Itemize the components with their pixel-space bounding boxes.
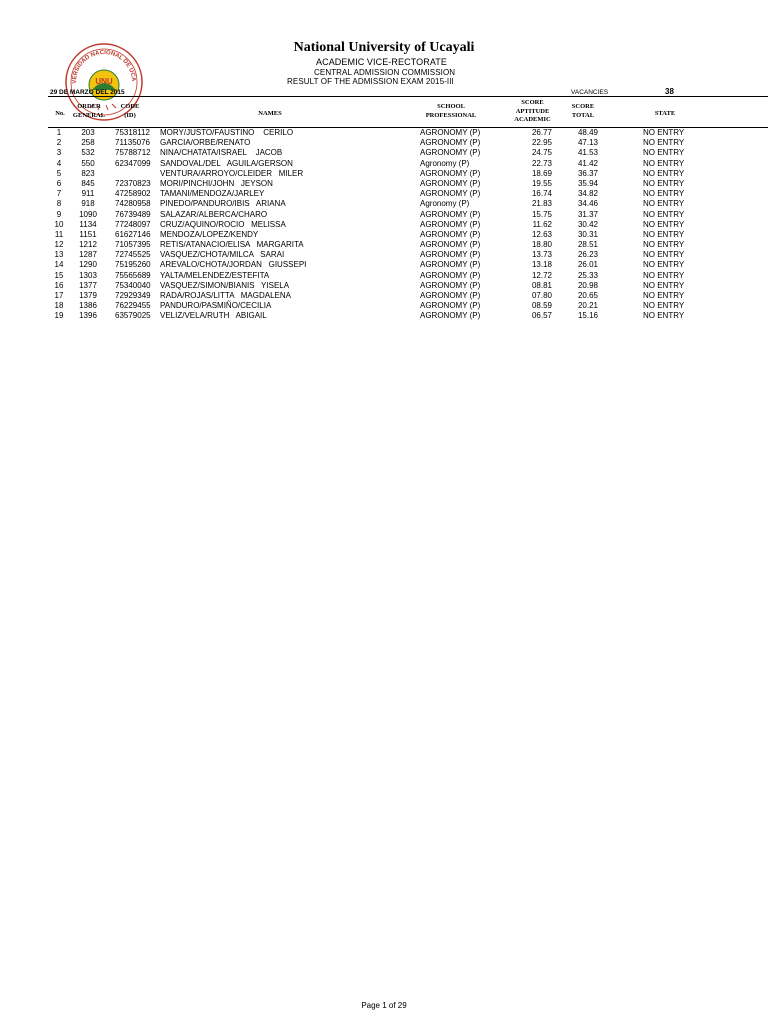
- column-header-aptitude-line1: SCORE: [521, 99, 544, 106]
- column-header-school-line2: PROFESSIONAL: [425, 111, 477, 119]
- score-total: 30.42: [577, 219, 598, 229]
- candidate-code: 71057395: [115, 240, 151, 250]
- entry-state: NO ENTRY: [643, 311, 685, 321]
- column-header-total: [560, 103, 606, 120]
- order-general: 1290: [79, 260, 97, 270]
- entry-state: NO ENTRY: [643, 138, 685, 148]
- column-header-code-line1: CODE: [120, 103, 140, 110]
- candidate-code: 72745525: [115, 250, 151, 260]
- school-professional: AGRONOMY (P): [420, 219, 481, 229]
- order-general: 532: [81, 148, 95, 158]
- school-professional: AGRONOMY (P): [420, 168, 481, 178]
- school-professional: Agronomy (P): [420, 199, 470, 209]
- order-general: 1377: [79, 280, 97, 290]
- score-total: 30.31: [577, 229, 598, 239]
- score-aptitude: 22.73: [531, 158, 552, 168]
- candidate-name: VASQUEZ/SIMON/BIANIS YISELA: [160, 280, 290, 290]
- score-aptitude: 15.75: [531, 209, 552, 219]
- admission-commission-label: CENTRAL ADMISSION COMMISSION: [314, 68, 456, 77]
- order-general: 1303: [79, 270, 97, 280]
- table-row: [0, 169, 768, 179]
- score-aptitude: 08.81: [531, 280, 552, 290]
- table-row: [0, 210, 768, 220]
- score-total: 36.37: [577, 168, 598, 178]
- school-professional: AGRONOMY (P): [420, 311, 481, 321]
- school-professional: AGRONOMY (P): [420, 270, 481, 280]
- score-total: 20.65: [577, 291, 598, 300]
- entry-state: NO ENTRY: [643, 199, 685, 209]
- row-number: 1: [56, 128, 62, 137]
- candidate-code: 75565689: [115, 270, 151, 280]
- table-row: [0, 148, 768, 158]
- candidate-code: 63579025: [115, 311, 151, 321]
- score-total: 15.16: [577, 311, 598, 321]
- candidate-code: 76739489: [115, 209, 151, 219]
- candidate-code: 62347099: [115, 158, 151, 168]
- column-header-names: NAMES: [258, 110, 282, 117]
- entry-state: NO ENTRY: [643, 178, 685, 188]
- vacancies-value: 38: [665, 87, 674, 96]
- table-row: [0, 240, 768, 250]
- row-number: 9: [56, 209, 62, 219]
- entry-state: NO ENTRY: [643, 168, 685, 178]
- score-total: 31.37: [577, 209, 598, 219]
- score-total: 35.94: [577, 178, 598, 188]
- row-number: 13: [54, 250, 64, 260]
- score-aptitude: 12.63: [531, 229, 552, 239]
- order-general: 911: [81, 189, 95, 199]
- score-aptitude: 06.57: [531, 311, 552, 321]
- table-row: [0, 189, 768, 199]
- score-total: 28.51: [577, 240, 598, 250]
- score-aptitude: 18.69: [531, 168, 552, 178]
- column-header-aptitude-line3: ACADEMIC: [514, 116, 551, 123]
- row-number: 10: [54, 219, 64, 229]
- candidate-name: SANDOVAL/DEL AGUILA/GERSON: [160, 158, 293, 168]
- table-row: [0, 250, 768, 260]
- table-row: [0, 271, 768, 281]
- table-row: [0, 301, 768, 311]
- order-general: 550: [81, 158, 95, 168]
- candidate-name: CRUZ/AQUINO/ROCIO MELISSA: [160, 219, 286, 229]
- row-number: 5: [56, 168, 62, 178]
- row-number: 2: [56, 138, 62, 148]
- column-header-total-line2: TOTAL: [571, 111, 595, 119]
- candidate-name: VASQUEZ/CHOTA/MILCA SARAI: [160, 250, 285, 260]
- entry-state: NO ENTRY: [643, 229, 685, 239]
- row-number: 11: [54, 229, 64, 239]
- score-aptitude: 21.83: [531, 199, 552, 209]
- entry-state: NO ENTRY: [643, 270, 685, 280]
- entry-state: NO ENTRY: [643, 128, 685, 137]
- school-professional: AGRONOMY (P): [420, 280, 481, 290]
- order-general: 1386: [79, 301, 97, 311]
- candidate-name: VENTURA/ARROYO/CLEIDER MILER: [160, 168, 304, 178]
- score-aptitude: 13.73: [531, 250, 552, 260]
- order-general: 1287: [79, 250, 97, 260]
- column-header-order: [64, 103, 114, 120]
- entry-state: NO ENTRY: [643, 240, 685, 250]
- order-general: 1396: [79, 311, 97, 321]
- table-row: [0, 220, 768, 230]
- order-general: 918: [81, 199, 95, 209]
- candidate-name: MORY/JUSTO/FAUSTINO CERILO: [160, 128, 294, 137]
- entry-state: NO ENTRY: [643, 189, 685, 199]
- score-aptitude: 22.95: [531, 138, 552, 148]
- table-row: [0, 260, 768, 270]
- score-aptitude: 13.18: [531, 260, 552, 270]
- school-professional: AGRONOMY (P): [420, 301, 481, 311]
- column-header-order-line1: ORDER: [77, 103, 101, 110]
- order-general: 258: [81, 138, 95, 148]
- score-total: 41.53: [577, 148, 598, 158]
- score-aptitude: 11.62: [532, 219, 552, 229]
- candidate-code: 75788712: [115, 148, 151, 158]
- column-header-state: STATE: [654, 110, 676, 117]
- candidate-code: 76229455: [115, 301, 151, 311]
- score-total: 20.21: [577, 301, 598, 311]
- score-aptitude: 07.80: [531, 291, 552, 300]
- column-header-school: [416, 103, 486, 120]
- table-row: [0, 199, 768, 209]
- row-number: 4: [56, 158, 62, 168]
- school-professional: AGRONOMY (P): [420, 209, 481, 219]
- score-aptitude: 12.72: [531, 270, 552, 280]
- candidate-code: 75318112: [115, 128, 150, 137]
- row-number: 6: [56, 178, 62, 188]
- candidate-name: AREVALO/CHOTA/JORDAN GIUSSEPI: [160, 260, 307, 270]
- candidate-name: VELIZ/VELA/RUTH ABIGAIL: [160, 311, 267, 321]
- score-total: 47.13: [577, 138, 598, 148]
- column-header-school-line1: SCHOOL: [437, 103, 465, 110]
- score-total: 34.46: [577, 199, 598, 209]
- entry-state: NO ENTRY: [643, 280, 685, 290]
- score-total: 20.98: [577, 280, 598, 290]
- candidate-code: 72370823: [115, 178, 151, 188]
- order-general: 1212: [79, 240, 97, 250]
- column-header-code-line2: (ID): [124, 111, 136, 119]
- order-general: 1090: [79, 209, 97, 219]
- entry-state: NO ENTRY: [643, 291, 685, 300]
- table-row: [0, 281, 768, 291]
- school-professional: AGRONOMY (P): [420, 260, 481, 270]
- candidate-name: RADA/ROJAS/LITTA MAGDALENA: [160, 291, 291, 300]
- score-aptitude: 19.55: [531, 178, 552, 188]
- candidate-name: PANDURO/PASMIÑO/CECILIA: [160, 301, 272, 311]
- school-professional: Agronomy (P): [420, 158, 470, 168]
- score-aptitude: 24.75: [531, 148, 552, 158]
- candidate-code: 75340040: [115, 280, 151, 290]
- school-professional: AGRONOMY (P): [420, 291, 481, 300]
- table-row: [0, 311, 768, 321]
- row-number: 15: [54, 270, 64, 280]
- order-general: 845: [81, 178, 95, 188]
- table-row: [0, 138, 768, 148]
- exam-result-label: RESULT OF THE ADMISSION EXAM 2015-III: [287, 77, 454, 86]
- entry-state: NO ENTRY: [643, 260, 685, 270]
- school-professional: AGRONOMY (P): [420, 148, 481, 158]
- score-aptitude: 26.77: [531, 128, 552, 137]
- row-number: 18: [54, 301, 64, 311]
- column-header-aptitude-line2: APTITUDE: [515, 107, 550, 115]
- school-professional: AGRONOMY (P): [420, 128, 481, 137]
- entry-state: NO ENTRY: [643, 209, 685, 219]
- university-title: National University of Ucayali: [293, 40, 475, 55]
- school-professional: AGRONOMY (P): [420, 189, 481, 199]
- svg-text:UNU: UNU: [95, 77, 113, 86]
- row-number: 3: [56, 148, 62, 158]
- row-number: 8: [56, 199, 62, 209]
- score-total: 25.33: [577, 270, 598, 280]
- table-row: [0, 159, 768, 169]
- entry-state: NO ENTRY: [643, 219, 685, 229]
- table-row: [0, 291, 768, 301]
- score-total: 34.82: [577, 189, 598, 199]
- table-row: [0, 179, 768, 189]
- score-aptitude: 08.59: [531, 301, 552, 311]
- candidate-code: 71135076: [115, 138, 150, 148]
- score-aptitude: 16.74: [531, 189, 552, 199]
- candidate-name: SALAZAR/ALBERCA/CHARO: [160, 209, 268, 219]
- candidate-code: 75195260: [115, 260, 151, 270]
- school-professional: AGRONOMY (P): [420, 138, 481, 148]
- candidate-code: 61627146: [115, 229, 151, 239]
- svg-text:UNIVERSIDAD NACIONAL DE UCAYAL: VERSIDAD NACIONAL DE UCA: [71, 49, 137, 84]
- candidate-name: NINA/CHATATA/ISRAEL JACOB: [160, 148, 283, 158]
- row-number: 17: [54, 291, 64, 300]
- score-aptitude: 18.80: [531, 240, 552, 250]
- entry-state: NO ENTRY: [643, 301, 685, 311]
- results-table-body: [0, 128, 768, 322]
- column-header-total-line1: SCORE: [571, 103, 595, 110]
- exam-date: 29 DE MARZO DEL 2015: [50, 89, 125, 96]
- order-general: 1151: [79, 229, 97, 239]
- column-header-code: [112, 103, 148, 120]
- table-row: [0, 230, 768, 240]
- column-header-no: No.: [55, 110, 65, 117]
- vacancies-label: VACANCIES: [571, 89, 609, 96]
- score-total: 41.42: [577, 158, 598, 168]
- order-general: 1134: [79, 219, 97, 229]
- header-top-rule: [48, 96, 768, 97]
- entry-state: NO ENTRY: [643, 148, 685, 158]
- candidate-code: 72929349: [115, 291, 151, 300]
- order-general: 823: [81, 168, 95, 178]
- page-number: Page 1 of 29: [361, 1001, 407, 1010]
- row-number: 12: [54, 240, 64, 250]
- order-general: 1379: [79, 291, 97, 300]
- score-total: 26.23: [577, 250, 598, 260]
- candidate-name: MORI/PINCHI/JOHN JEYSON: [160, 178, 273, 188]
- row-number: 19: [54, 311, 64, 321]
- school-professional: AGRONOMY (P): [420, 250, 481, 260]
- candidate-name: TAMANI/MENDOZA/JARLEY: [160, 189, 265, 199]
- school-professional: AGRONOMY (P): [420, 240, 481, 250]
- row-number: 14: [54, 260, 64, 270]
- candidate-name: RETIS/ATANACIO/ELISA MARGARITA: [160, 240, 304, 250]
- row-number: 7: [56, 189, 62, 199]
- school-professional: AGRONOMY (P): [420, 229, 481, 239]
- entry-state: NO ENTRY: [643, 250, 685, 260]
- score-total: 48.49: [577, 128, 598, 137]
- candidate-name: YALTA/MELENDEZ/ESTEFITA: [160, 270, 270, 280]
- table-row: [0, 128, 768, 138]
- column-header-aptitude: [505, 99, 560, 125]
- vice-rectorate-label: ACADEMIC VICE-RECTORATE: [316, 57, 447, 67]
- candidate-code: 47258902: [115, 189, 151, 199]
- candidate-code: 74280958: [115, 199, 151, 209]
- candidate-name: GARCIA/ORBE/RENATO: [160, 138, 251, 148]
- candidate-name: MENDOZA/LOPEZ/KENDY: [160, 229, 259, 239]
- entry-state: NO ENTRY: [643, 158, 685, 168]
- column-header-order-line2: GENERAL: [72, 111, 106, 119]
- score-total: 26.01: [577, 260, 598, 270]
- order-general: 203: [81, 128, 95, 137]
- candidate-name: PINEDO/PANDURO/IBIS ARIANA: [160, 199, 286, 209]
- row-number: 16: [54, 280, 64, 290]
- school-professional: AGRONOMY (P): [420, 178, 481, 188]
- candidate-code: 77248097: [115, 219, 151, 229]
